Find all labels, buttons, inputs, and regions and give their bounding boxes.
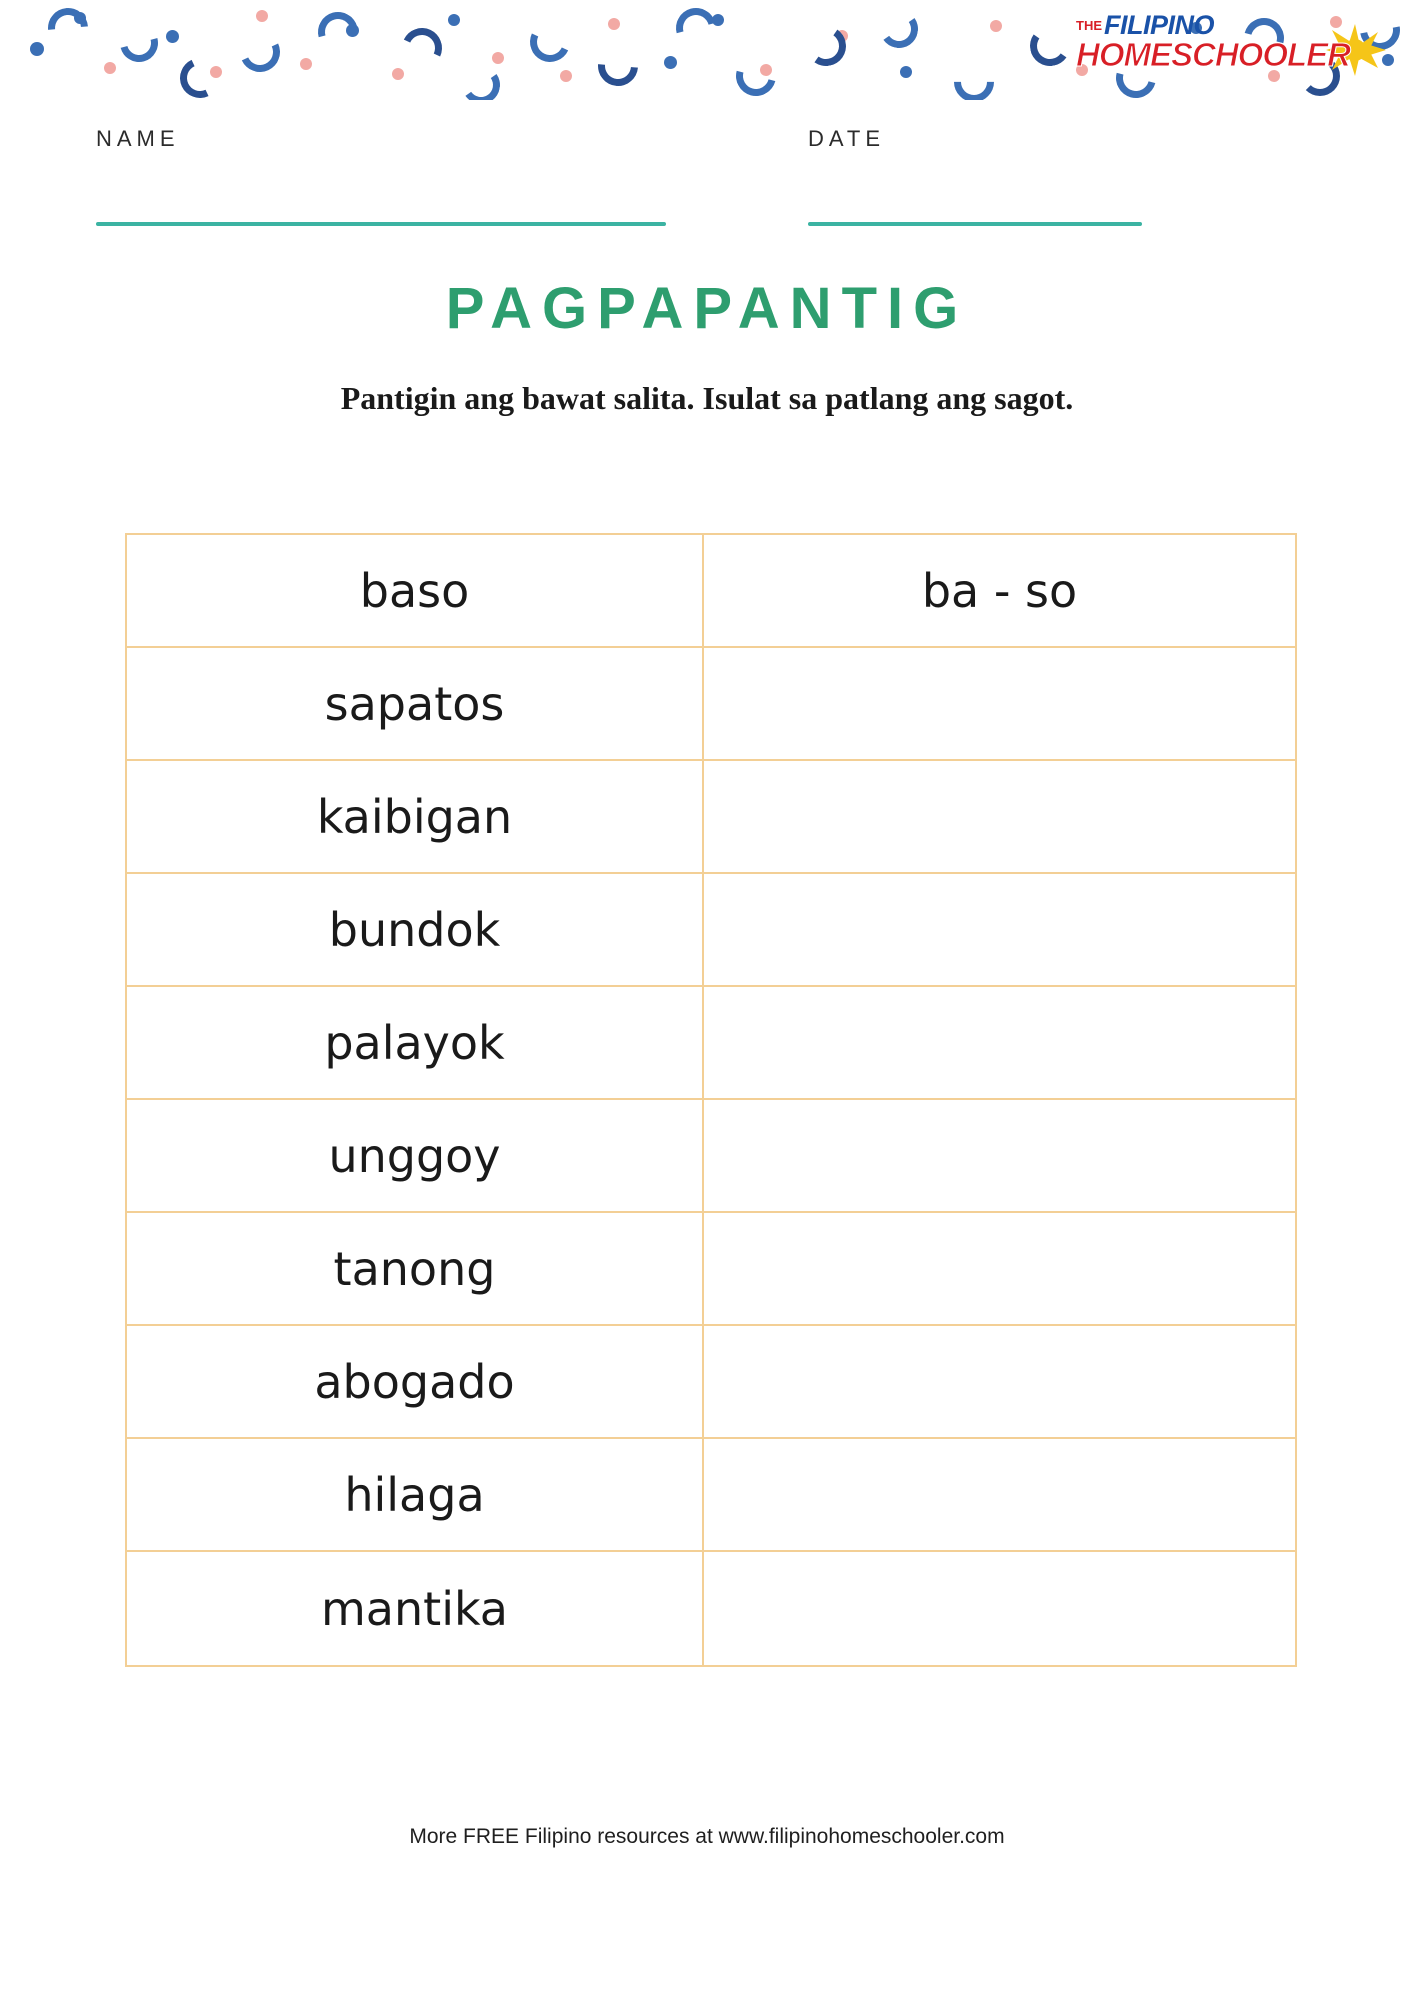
footer-text: More FREE Filipino resources at www.filipinohomeschooler.com [409,1825,1005,1848]
answer-cell[interactable] [704,648,1295,759]
table-row [127,874,1295,987]
answer-cell[interactable] [704,1100,1295,1211]
confetti-dot [492,52,504,64]
word-cell: hilaga [127,1439,704,1550]
confetti-dot [104,62,116,74]
logo-homeschooler-text: HOMESCHOOLER [1076,36,1351,73]
confetti-dot [990,20,1002,32]
confetti-arc [877,7,921,51]
name-rule[interactable] [96,222,666,226]
table-row [127,535,1295,648]
answer-cell[interactable] [704,1552,1295,1665]
confetti-arc [729,49,784,100]
table-row [127,1100,1295,1213]
confetti-arc [174,52,225,100]
date-label: DATE [808,126,886,151]
confetti-arc [946,54,1003,100]
confetti-dot [166,30,179,43]
table-row [127,987,1295,1100]
confetti-arc [311,5,366,60]
table-row [127,761,1295,874]
confetti-dot [392,68,404,80]
word-cell: bundok [127,874,704,985]
answer-cell[interactable] [704,1326,1295,1437]
confetti-dot [300,58,312,70]
page-subtitle: Pantigin ang bawat salita. Isulat sa patlang ang sagot. [340,380,1074,416]
answer-cell[interactable]: ba - so [921,563,1078,618]
brand-logo[interactable] [1068,6,1388,82]
word-cell: palayok [127,987,704,1098]
table-row [127,1326,1295,1439]
answer-cell[interactable] [704,761,1295,872]
answer-cell[interactable] [704,1213,1295,1324]
word-cell: tanong [127,1213,704,1324]
confetti-dot [560,70,572,82]
table-row [127,1552,1295,1665]
confetti-arc [524,16,575,67]
confetti-dot [448,14,460,26]
worksheet-table [125,533,1297,1667]
confetti-dot [900,66,912,78]
confetti-arc [234,26,285,77]
word-cell: abogado [127,1326,704,1437]
confetti-dot [664,56,677,69]
confetti-dot [608,18,620,30]
logo-filipino-text: FILIPINO [1104,10,1214,40]
confetti-arc [590,38,646,94]
page-title: PAGPAPANTIG [445,276,969,341]
word-cell: baso [127,535,704,646]
answer-cell[interactable] [704,987,1295,1098]
confetti-arc [396,22,447,73]
confetti-arc [669,1,724,56]
confetti-arc [1027,23,1073,69]
logo-the-text: THE [1076,18,1102,33]
confetti-arc [459,63,503,100]
word-cell: mantika [127,1552,704,1665]
answer-cell[interactable] [704,1439,1295,1550]
confetti-dot [256,10,268,22]
answer-cell[interactable] [704,874,1295,985]
confetti-dot [30,42,44,56]
word-cell: unggoy [127,1100,704,1211]
word-cell: kaibigan [127,761,704,872]
date-rule[interactable] [808,222,1142,226]
word-cell: sapatos [127,648,704,759]
table-row [127,648,1295,761]
confetti-arc [40,0,96,56]
name-label: NAME [96,126,180,151]
confetti-arc [113,17,165,69]
table-row [127,1213,1295,1326]
table-row [127,1439,1295,1552]
